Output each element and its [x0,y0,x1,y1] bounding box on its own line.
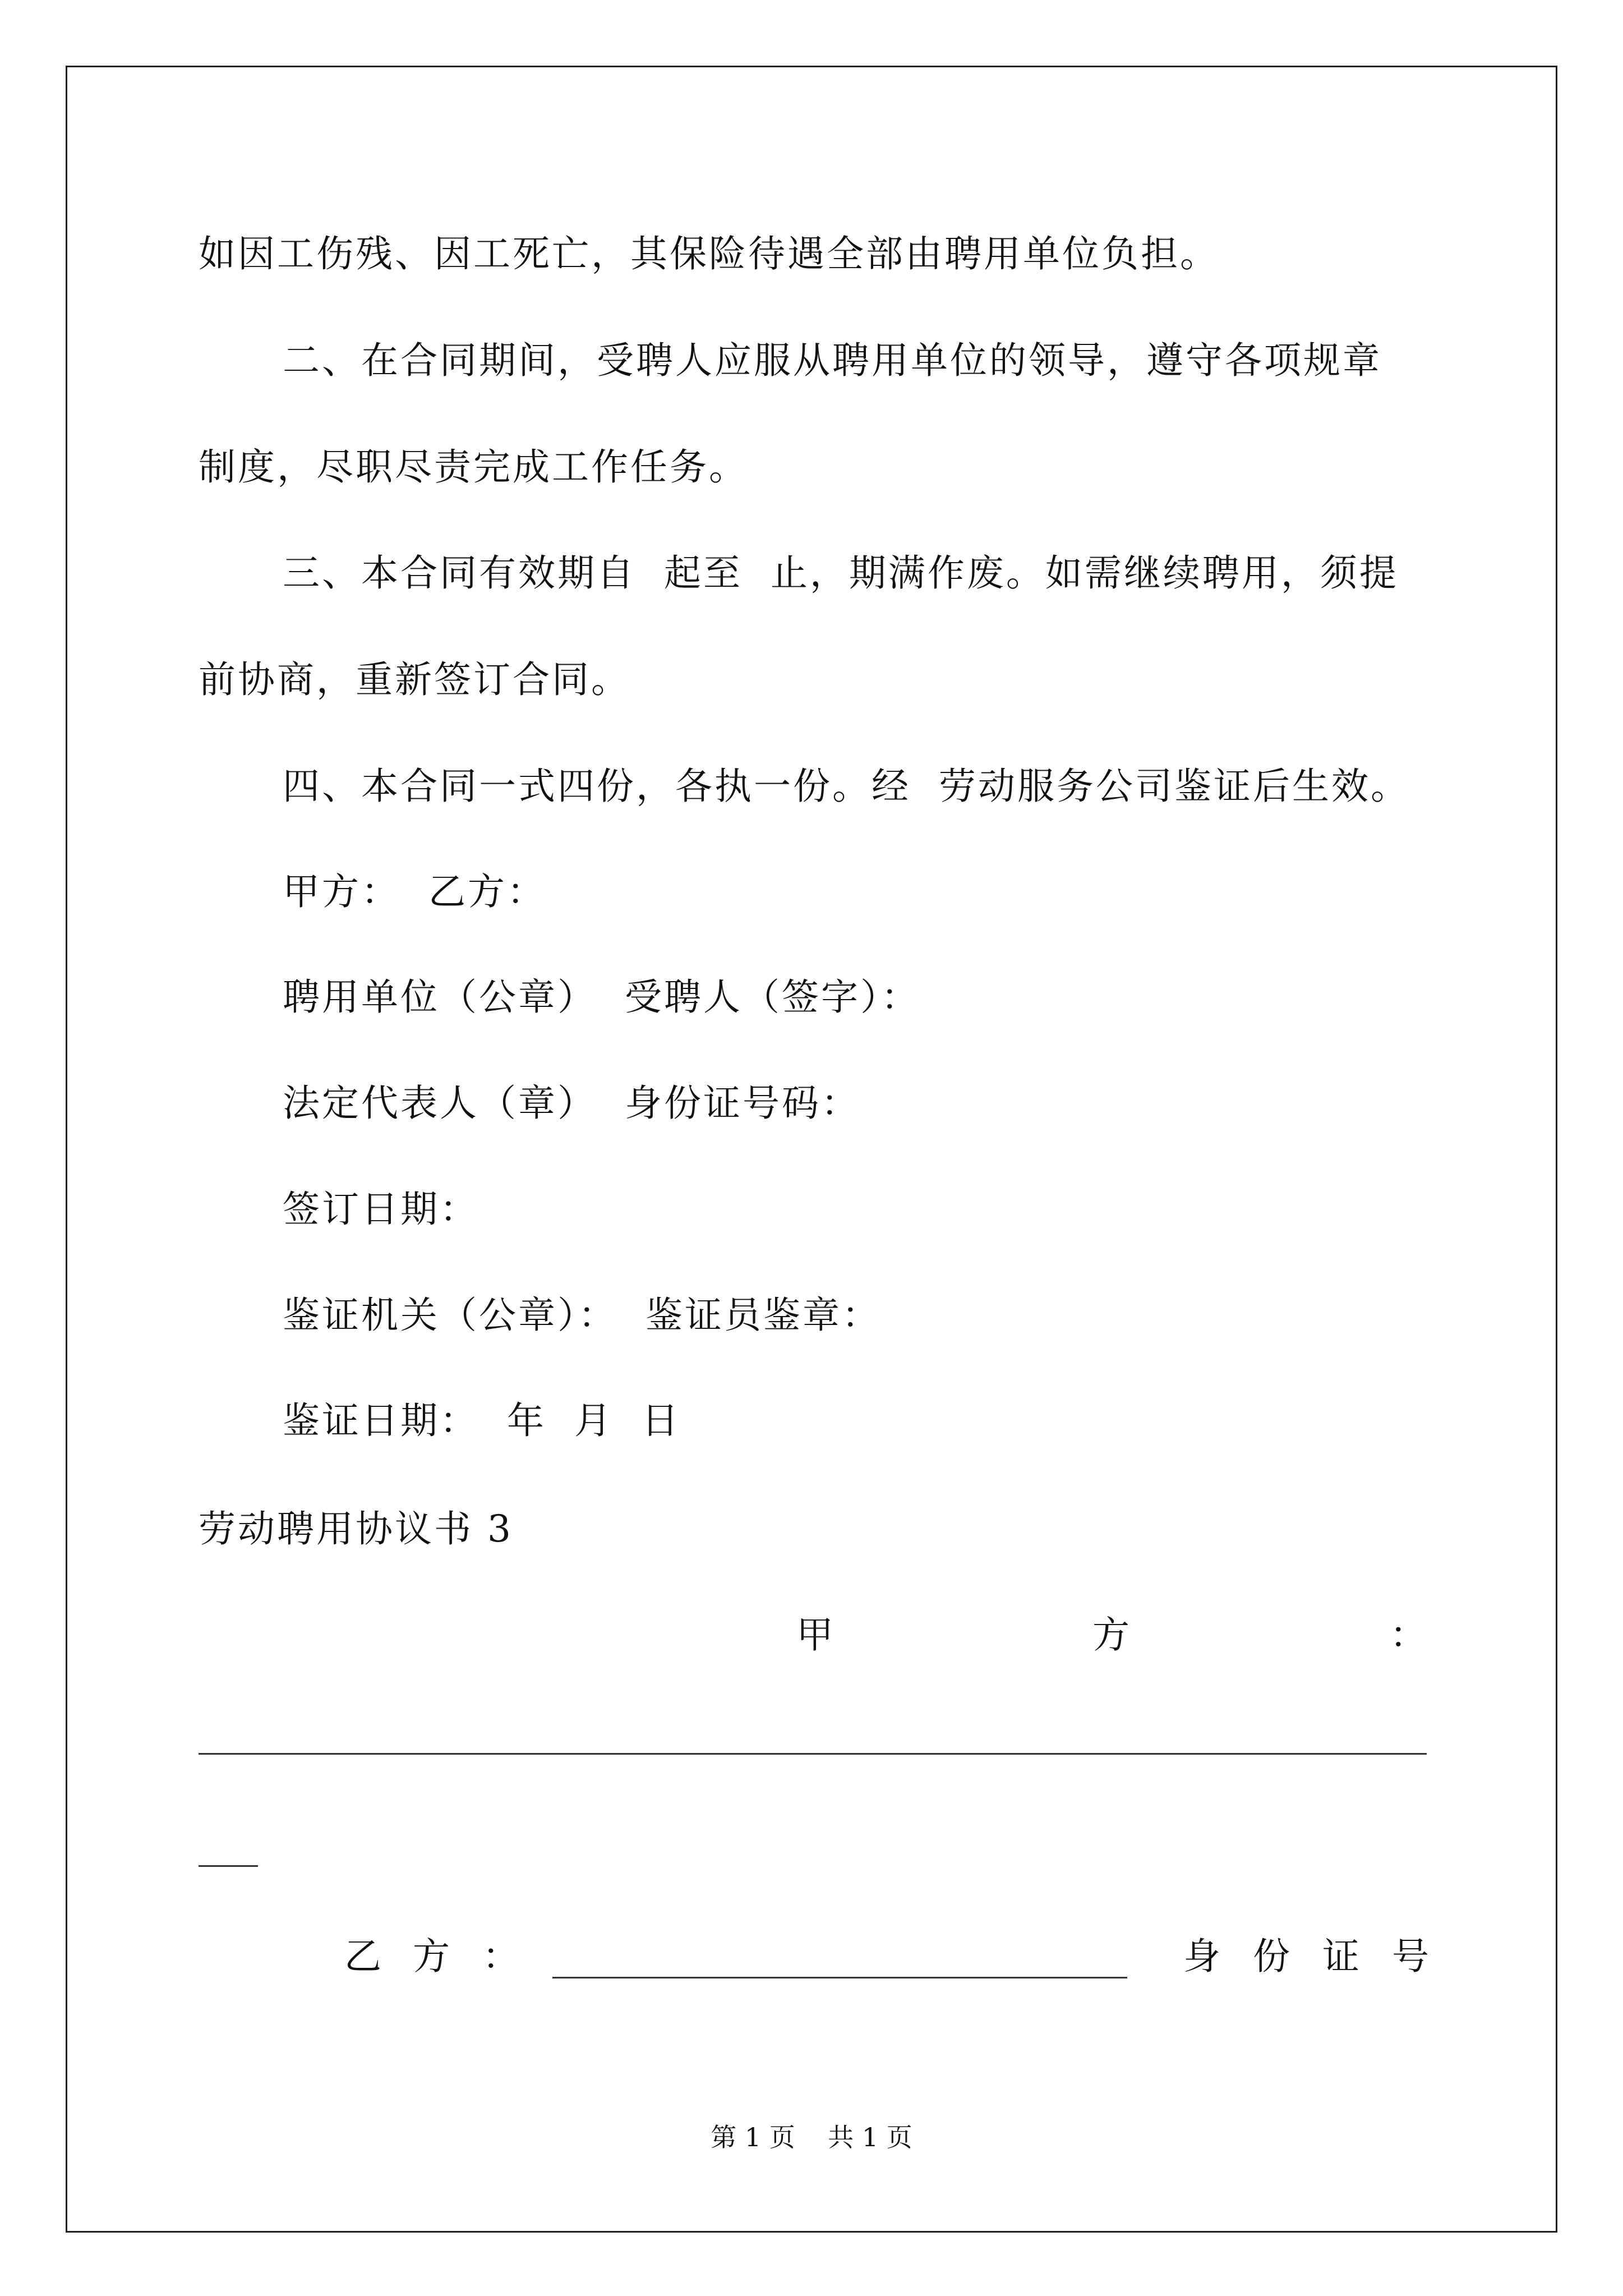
party-a-colon: ： [1390,1613,1427,1657]
fill-in-line [199,1865,258,1867]
page-footer: 第 1 页 共 1 页 [711,2122,912,2152]
id-label-char: 身 [1183,1935,1220,1978]
paragraph-line: 签订日期： [283,1188,479,1231]
paragraph-line: 甲方： 乙方： [283,870,546,913]
id-label-char: 证 [1322,1935,1359,1978]
paragraph-line: 法定代表人（章） 身份证号码： [283,1082,860,1125]
paragraph-line: 聘用单位（公章） 受聘人（签字）： [283,976,920,1019]
id-label-char: 份 [1253,1935,1290,1978]
paragraph-line: 四、本合同一式四份，各执一份。经 劳动服务公司鉴证后生效。 [283,765,1410,808]
paragraph-line: 二、在合同期间，受聘人应服从聘用单位的领导，遵守各项规章 [283,339,1382,382]
fill-in-line [552,1977,1127,1978]
party-a-label-char: 方 [1092,1613,1129,1657]
paragraph-line: 如因工伤残、因工死亡，其保险待遇全部由聘用单位负担。 [199,232,1219,275]
paragraph-line: 鉴证机关（公章）： 鉴证员鉴章： [283,1294,881,1337]
paragraph-line: 前协商，重新签订合同。 [199,658,630,701]
party-b-label-char: 方 [413,1935,450,1978]
party-a-label-char: 甲 [796,1613,833,1657]
fill-in-line [199,1753,1427,1755]
section-heading: 劳动聘用协议书 3 [199,1507,513,1550]
page-border [66,66,1557,2233]
paragraph-line: 制度，尽职尽责完成工作任务。 [199,445,748,489]
party-b-label-char: 乙 [344,1935,381,1978]
id-label-char: 号 [1392,1935,1429,1978]
paragraph-line: 三、本合同有效期自 起至 止，期满作废。如需继续聘用，须提 [283,551,1399,595]
paragraph-line: 鉴证日期： 年 月 日 [283,1399,681,1442]
party-b-colon: ： [482,1935,519,1978]
